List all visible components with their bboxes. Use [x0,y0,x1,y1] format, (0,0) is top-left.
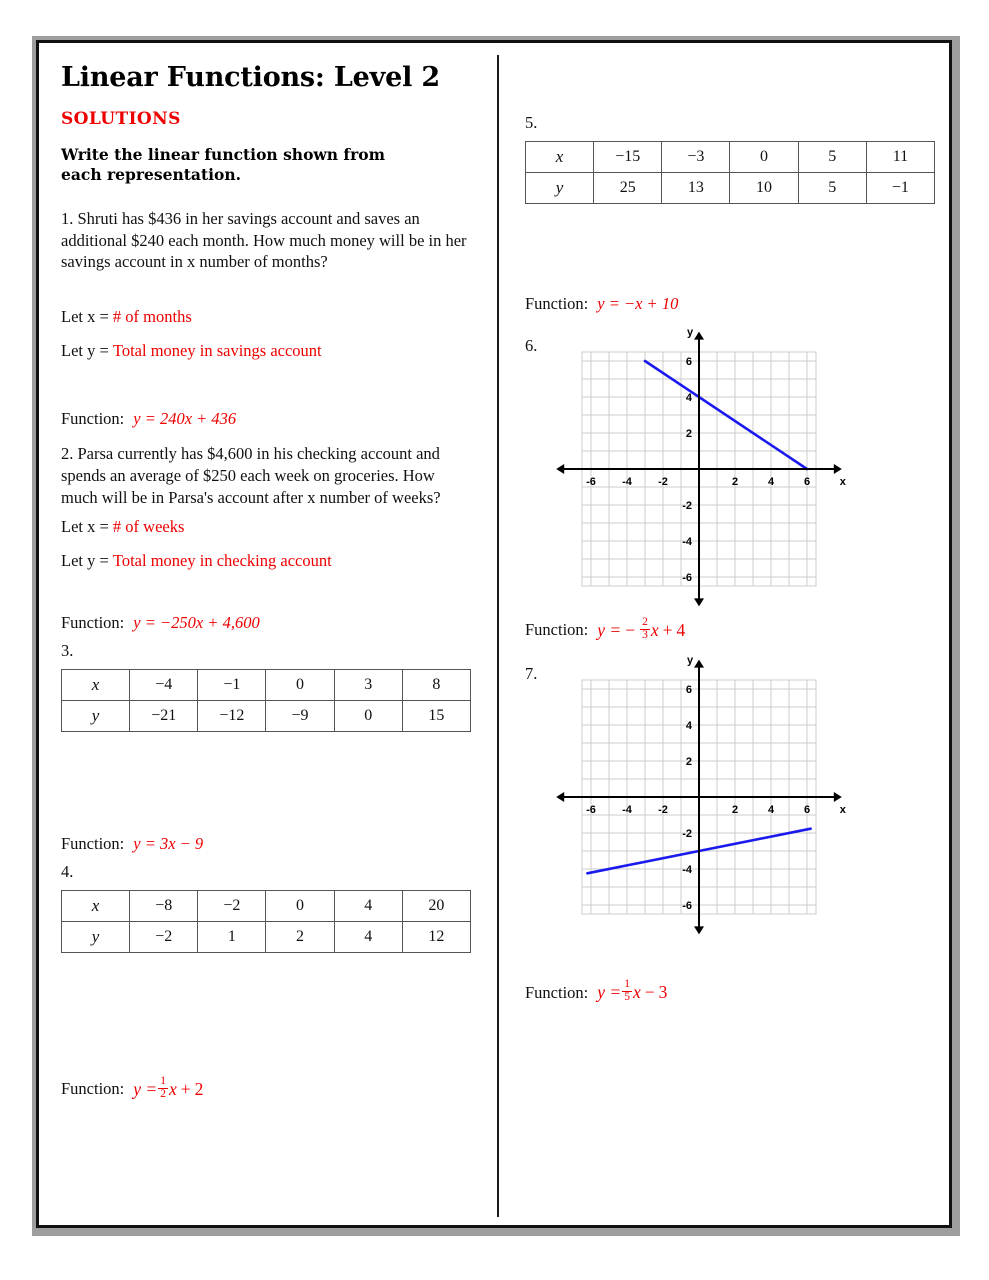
table-cell: 2 [266,922,334,953]
table-cell: −2 [198,891,266,922]
problem-6-function-answer [597,618,685,642]
svg-text:6: 6 [685,356,692,368]
problem-1-let-y-value: Total money in savings account [112,341,322,361]
table-row-header-y: y [62,701,130,732]
table-row [62,891,471,922]
table-row-header-x: x [62,670,130,701]
svg-text:-2: -2 [682,828,692,841]
fraction-denominator: 5 [624,991,630,1004]
svg-text:4: 4 [685,720,692,733]
let-x-label: Let x = [61,307,109,327]
function-label: Function: [525,620,589,640]
problem-1-text: 1. Shruti has $436 in her savings account and saves an additional $240 each month. How much money will be in her savings account in x number of months? [61,208,467,272]
table-cell: −1 [198,670,266,701]
coordinate-plane-graph-6 [551,326,851,604]
table-cell: −8 [130,891,198,922]
svg-text:2: 2 [731,804,739,817]
problem-6-number: 6. [525,336,538,355]
problem-2-let-x-value: # of weeks [112,517,185,537]
table-cell: −2 [130,922,198,953]
table-cell: −1 [866,173,934,204]
svg-text:-6: -6 [682,900,692,913]
math-constant: 2 [194,1078,204,1099]
math-variable: x [168,1078,177,1099]
problem-1-let-y [61,341,475,361]
page-title: Linear Functions: Level 2 [61,62,440,93]
svg-text:y: y [686,655,694,668]
table-row [526,142,935,173]
table-row-header-y: y [526,173,594,204]
table-cell: −15 [594,142,662,173]
problem-7-number: 7. [525,664,538,684]
let-x-label: Let x = [61,517,109,537]
svg-text:4: 4 [767,804,775,817]
math-constant: 4 [676,619,686,640]
problem-2-let-y [61,551,475,571]
problem-5-function-answer: y = −x + 10 [597,294,679,313]
problem-5-table [525,141,935,204]
math-sign: − [625,619,636,640]
table-cell: 12 [402,922,470,953]
problem-2-function [61,613,475,633]
table-row [526,173,935,204]
worksheet-page [36,40,952,1228]
problem-1-let-x [61,307,475,327]
svg-text:x: x [839,476,846,488]
svg-text:-6: -6 [586,804,596,817]
table-cell: 0 [334,701,402,732]
fraction-denominator: 2 [160,1087,166,1100]
table-cell: 0 [730,142,798,173]
fraction-numerator: 2 [642,616,648,628]
table-cell: 15 [402,701,470,732]
math-variable: x [632,982,641,1003]
table-cell: 20 [402,891,470,922]
svg-text:y: y [686,326,694,339]
right-column [501,43,955,1005]
problem-1-function [61,409,475,429]
svg-text:-4: -4 [622,476,632,488]
function-label: Function: [61,409,125,429]
svg-text:4: 4 [685,392,692,404]
svg-text:-6: -6 [586,476,596,488]
table-row-header-y: y [62,922,130,953]
problem-4-function [61,1077,475,1101]
table-cell: 4 [334,891,402,922]
problem-2-let-x [61,517,475,537]
table-cell: −12 [198,701,266,732]
table-cell: −21 [130,701,198,732]
svg-text:6: 6 [803,804,811,817]
function-label: Function: [61,1079,125,1099]
problem-2-function-answer: y = −250x + 4,600 [133,613,260,633]
solutions-heading: SOLUTIONS [61,108,181,129]
math-operator: + [180,1078,191,1099]
function-label: Function: [525,294,589,313]
table-cell: 1 [198,922,266,953]
svg-text:-2: -2 [682,500,692,512]
problem-1-let-x-value: # of months [112,307,192,327]
function-label: Function: [525,982,589,1002]
table-cell: 3 [334,670,402,701]
problem-3-table [61,669,471,732]
left-column [39,43,497,1102]
math-lhs: y = [597,619,622,640]
table-cell: 10 [730,173,798,204]
problem-3-function [61,834,475,854]
problem-4-number: 4. [61,862,74,882]
table-cell: 0 [266,670,334,701]
problem-7-function-answer [597,980,667,1004]
table-cell: 4 [334,922,402,953]
problem-4-function-answer [133,1077,203,1101]
table-cell: 5 [798,142,866,173]
table-cell: 25 [594,173,662,204]
svg-text:2: 2 [731,476,739,488]
svg-text:x: x [839,804,846,817]
table-row-header-x: x [62,891,130,922]
fraction-numerator: 1 [624,978,630,991]
let-y-label: Let y = [61,341,109,361]
problem-7-graph-block [525,655,937,932]
problem-6-graph-block [525,326,937,604]
svg-text:-2: -2 [658,476,668,488]
problem-7-function [525,980,937,1004]
table-cell: 5 [798,173,866,204]
svg-text:-4: -4 [682,536,692,548]
let-y-label: Let y = [61,551,109,571]
math-variable: x [650,619,659,640]
table-cell: −3 [662,142,730,173]
fraction-numerator: 1 [160,1075,166,1088]
table-cell: −9 [266,701,334,732]
svg-text:6: 6 [685,684,692,697]
math-lhs: y = [597,982,622,1003]
svg-text:6: 6 [803,476,811,488]
math-constant: 3 [658,982,668,1003]
problem-1-function-answer: y = 240x + 436 [133,409,237,429]
table-cell: 11 [866,142,934,173]
function-label: Function: [61,834,125,854]
math-operator: + [662,619,673,640]
column-divider [497,55,499,1217]
instruction-text: Write the linear function shown from each representation. [61,144,385,185]
problem-5-function [525,294,937,314]
function-label: Function: [61,613,125,633]
problem-3-function-answer: y = 3x − 9 [133,834,204,854]
table-cell: 8 [402,670,470,701]
svg-text:-4: -4 [682,864,692,877]
math-operator: − [644,982,655,1003]
svg-text:-6: -6 [682,572,692,584]
table-row [62,701,471,732]
table-row [62,670,471,701]
svg-text:2: 2 [685,756,692,769]
fraction-two-thirds [640,617,650,641]
problem-4-table [61,890,471,953]
svg-text:-4: -4 [622,804,632,817]
table-row-header-x: x [526,142,594,173]
svg-text:-2: -2 [658,804,668,817]
svg-text:2: 2 [685,428,692,440]
table-cell: 0 [266,891,334,922]
fraction-one-half [158,1076,168,1100]
math-lhs: y = [133,1078,158,1099]
table-cell: −4 [130,670,198,701]
svg-text:4: 4 [767,476,775,488]
coordinate-plane-graph-7 [551,655,851,932]
problem-2-let-y-value: Total money in checking account [112,551,332,571]
table-cell: 13 [662,173,730,204]
problem-6-function [525,618,937,642]
fraction-denominator: 3 [642,628,648,641]
problem-5-number: 5. [525,113,538,132]
problem-3-number: 3. [61,641,74,661]
fraction-one-fifth [622,979,632,1003]
problem-2-text: 2. Parsa currently has $4,600 in his checking account and spends an average of $250 each week on groceries. How much will be in Parsa's account after x number of weeks? [61,444,441,508]
table-row [62,922,471,953]
